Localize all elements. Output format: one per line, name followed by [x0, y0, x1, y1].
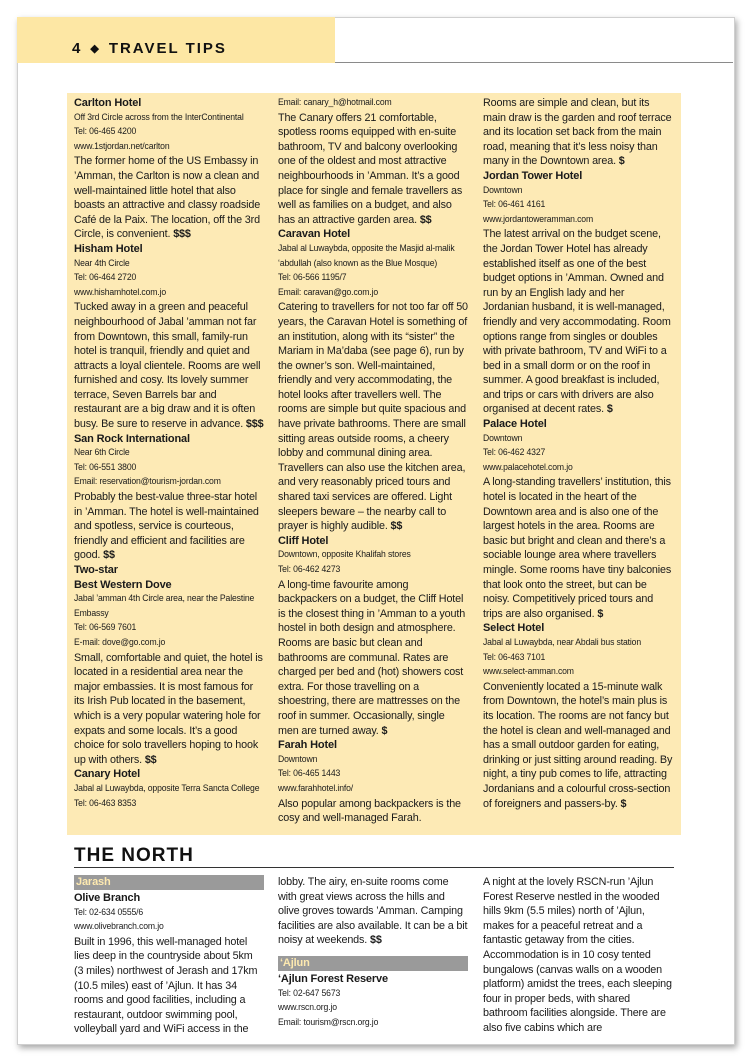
hotel-contact: Tel: 06-462 4327	[483, 447, 546, 459]
hotel-contact: Jabal al Luwaybda, near Abdali bus station	[483, 636, 642, 648]
description-text: Rooms are simple and clean, but its main draw is the garden and roof terrace and its location set back from the main road, meaning that it’s less noisy than many in the Downtown area.	[483, 97, 672, 168]
hotel-entry	[483, 169, 673, 417]
hotel-name: Olive Branch	[74, 892, 141, 904]
hotel-contact: Tel: 06-462 4273	[278, 564, 341, 575]
hotel-description	[278, 300, 468, 534]
hotel-contact: www.farahhotel.info/	[278, 782, 354, 794]
hotel-contact: Tel: 06-569 7601	[74, 622, 137, 634]
price-rating: $$$	[173, 228, 191, 241]
hotel-entry	[278, 972, 468, 1030]
hotel-contact: Email: canary_h@hotmail.com	[278, 97, 392, 108]
description-text: The former home of the US Embassy in ’Amman, the Carlton is now a clean and well-maintained little hotel that also boasts an attractive and classy roadside Café de la Paix. The location, off the 3rd Circle, is convenient.	[74, 155, 261, 241]
hotel-description	[483, 475, 673, 621]
hotel-name: Palace Hotel	[483, 418, 547, 431]
hotel-entry	[278, 738, 468, 826]
hotel-name: Jordan Tower Hotel	[483, 169, 583, 182]
hotel-description	[483, 227, 673, 417]
region-heading: ‘Ajlun	[278, 956, 468, 971]
hotel-description: Built in 1996, this well-managed hotel lies deep in the countryside about 5km (3 miles) northwest of Jerash and 17km (10.5 miles) east of ’Ajlun. It has 34 rooms and good facilities, including a restaurant, outdoor swimming pool, volleyball yard and WiFi access in the	[74, 935, 258, 1036]
price-rating: $$	[419, 213, 432, 226]
spacer	[278, 948, 468, 956]
hotel-description	[74, 300, 264, 431]
price-rating: $	[618, 155, 625, 168]
description-text: lobby. The airy, en-suite rooms come with great views across the hills and olive groves towards ’Amman. Camping facilities are also available. It can be a bit noisy at weekends.	[278, 876, 468, 947]
page-number: 4	[72, 40, 83, 57]
hotel-contact: Jabal al Luwaybda, opposite Terra Sancta College	[74, 782, 260, 794]
hotel-entry	[278, 534, 468, 738]
running-header	[72, 40, 227, 57]
hotel-description	[278, 875, 468, 948]
hotel-entry	[74, 96, 264, 242]
hotel-name: Canary Hotel	[74, 768, 141, 781]
hotel-entry	[278, 96, 468, 227]
hotel-contact: Near 6th Circle	[74, 447, 130, 459]
section-rule	[74, 867, 674, 868]
hotel-entry	[278, 227, 468, 533]
diamond-icon: ◆	[90, 43, 101, 55]
hotel-website: www.rscn.org.jo	[278, 1002, 337, 1014]
hotel-entry	[74, 432, 264, 563]
north-column-1	[74, 875, 264, 1037]
hotel-contact: Tel: 06-566 1195/7	[278, 272, 347, 284]
hotel-entry	[74, 891, 264, 1037]
hotel-name: Best Western Dove	[74, 578, 172, 591]
price-rating: $$	[370, 934, 382, 947]
hotel-phone: Tel: 02-647 5673	[278, 987, 341, 999]
hotel-contact: www.jordantoweramman.com	[483, 213, 594, 225]
hotel-contact: Downtown	[278, 753, 318, 765]
hotel-name: Farah Hotel	[278, 739, 337, 752]
hotel-entry	[74, 767, 264, 811]
price-rating: $$	[144, 753, 157, 766]
hotel-contact: Tel: 06-551 3800	[74, 461, 137, 473]
description-text: A long-standing travellers’ institution, this hotel is located in the heart of the Downtown area and is also one of the largest hotels in the area. Rooms are basic but bright and clean and there’s a sociable lounge area where travellers mingle. Some rooms have tiny balconies that look onto the street, but can be noisy. Competitively priced tours and trips are also organised.	[483, 476, 672, 620]
hotel-name: San Rock International	[74, 432, 190, 445]
hotel-entry	[483, 875, 673, 1036]
column-3	[483, 96, 673, 811]
hotel-entry	[74, 578, 264, 768]
description-text: Tucked away in a green and peaceful neighbourhood of Jabal ’amman not far from Downtown, this small, family-run hotel is tranquil, friendly and quiet and attracts a loyal clientele. Rooms are well furnished and cosy. Its lovely summer terrace, Seven Barrels bar and restaurant are a big draw and it is often busy. Be sure to reserve in advance.	[74, 301, 261, 431]
hotel-contact: Tel: 06-463 7101	[483, 651, 546, 663]
hotel-name: Select Hotel	[483, 622, 545, 635]
description-text: Also popular among backpackers is the cosy and well-managed Farah.	[278, 797, 461, 825]
description-text: Small, comfortable and quiet, the hotel is located in a residential area near the major embassies. It is most famous for its Irish Pub located in the basement, which is a very popular watering hole for expats and some locals. It’s a good choice for solo travellers hoping to hook up with others.	[74, 651, 263, 766]
section-title: THE NORTH	[74, 845, 194, 866]
hotel-description	[74, 490, 264, 563]
price-rating: $$	[103, 549, 115, 562]
hotel-contact: Tel: 06-461 4161	[483, 199, 546, 211]
description-text: Conveniently located a 15-minute walk from Downtown, the hotel’s main plus is its location. The rooms are not fancy but the hotel is clean and well-managed and has a small outdoor garden for eating, drinking or just sitting around reading. By night, a tiny pub comes to life, attracting Jordanians and a colourful cross-section of foreigners and passers-by.	[483, 680, 673, 810]
hotel-description: A night at the lovely RSCN-run ’Ajlun Forest Reserve nestled in the wooded hills 9km (5.5 miles) north of ’Ajlun, makes for a peaceful retreat and a fantastic getaway from the cities. Accommodation is in 10 cosy tented bungalows (canvas walls on a wooden platform) amidst the trees, each sleeping four in proper beds, with shared bathroom facilities alongside. There are also five cabins which are	[483, 876, 672, 1034]
hotel-contact: Tel: 06-463 8353	[74, 797, 137, 809]
hotel-contact: Off 3rd Circle across from the InterContinental	[74, 111, 244, 123]
hotel-contact: Tel: 06-465 1443	[278, 768, 341, 780]
hotel-name: Caravan Hotel	[278, 228, 351, 241]
hotel-contact: Downtown	[483, 432, 523, 444]
hotel-entry	[483, 96, 673, 169]
hotel-entry	[483, 417, 673, 621]
hotel-email: Email: tourism@rscn.org.jo	[278, 1016, 379, 1028]
hotel-contact: www.palacehotel.com.jo	[483, 461, 573, 473]
hotel-contact: Tel: 06-464 2720	[74, 272, 137, 284]
hotel-contact: Email: reservation@tourism-jordan.com	[74, 476, 221, 488]
hotel-phone: Tel: 02-634 0555/6	[74, 906, 144, 918]
region-heading: Jarash	[74, 875, 264, 890]
header-rule	[335, 62, 733, 63]
hotel-description	[278, 797, 468, 826]
hotel-contact: Email: caravan@go.com.jo	[278, 286, 379, 298]
hotel-name: Carlton Hotel	[74, 97, 142, 109]
hotel-description	[278, 111, 468, 228]
hotel-description	[74, 154, 264, 242]
price-rating: $	[620, 797, 627, 810]
price-rating: $	[606, 403, 613, 416]
column-2	[278, 96, 468, 826]
description-text: A long-time favourite among backpackers on a budget, the Cliff Hotel is the closest thing in ’Amman to a youth hostel in both design and atmosphere. Rooms are basic but clean and bathrooms are communal. Rates are charged per bed and (hot) showers cost extra. For those travelling on a shoestring, there are mattresses on the roof in summer. Occasionally, single men are turned away.	[278, 578, 466, 737]
hotel-contact: Jabal al Luwaybda, opposite the Masjid al-malik ‘abdullah (also known as the Blue Mosque)	[278, 242, 455, 269]
price-rating: $	[597, 607, 604, 620]
hotel-website: www.olivebranch.com.jo	[74, 921, 164, 933]
hotel-contact: Downtown, opposite Khalifah stores	[278, 549, 411, 561]
hotel-entry	[483, 621, 673, 811]
hotel-contact: E-mail: dove@go.com.jo	[74, 636, 166, 648]
category-heading: Two-star	[74, 564, 118, 576]
hotel-name: Cliff Hotel	[278, 534, 329, 547]
hotel-contact: Near 4th Circle	[74, 257, 130, 269]
hotel-description	[278, 578, 468, 739]
north-column-2	[278, 875, 468, 1030]
hotel-contact: Tel: 06-465 4200	[74, 126, 137, 138]
description-text: The latest arrival on the budget scene, the Jordan Tower Hotel has already established itself as one of the best budget options in ’Amman. Owned and run by an English lady and her Jordanian husband, it is well-managed, friendly and very accommodating. Room options range from singles or doubles with private bathroom, TV and WiFi to a bed in a small dorm or on the roof in summer. A good breakfast is included, and trips or cars with drivers are also organised at decent rates.	[483, 228, 671, 416]
hotel-contact: www.1stjordan.net/carlton	[74, 140, 170, 152]
hotel-name: Hisham Hotel	[74, 242, 143, 255]
hotel-contact: Jabal ’amman 4th Circle area, near the Palestine Embassy	[74, 593, 255, 619]
column-1	[74, 96, 264, 811]
hotel-description	[74, 651, 264, 768]
price-rating: $	[381, 724, 388, 737]
hotel-contact: www.select-amman.com	[483, 666, 574, 678]
hotel-entry	[278, 875, 468, 948]
hotel-contact: Downtown	[483, 184, 523, 196]
hotel-contact: www.hishamhotel.com.jo	[74, 286, 167, 298]
section-name: TRAVEL TIPS	[108, 40, 227, 57]
price-rating: $$	[390, 520, 403, 533]
hotel-description	[483, 680, 673, 811]
north-column-3	[483, 875, 673, 1036]
description-text: Probably the best-value three-star hotel in ’Amman. The hotel is well-maintained and spotless, service is courteous, friendly and efficient and facilities are good.	[74, 491, 259, 562]
hotel-entry	[74, 242, 264, 432]
price-rating: $$$	[245, 418, 264, 431]
hotel-name: ‘Ajlun Forest Reserve	[278, 972, 388, 985]
hotel-description	[483, 96, 673, 169]
description-text: The Canary offers 21 comfortable, spotless rooms equipped with en-suite bathroom, TV and balcony overlooking one of the oldest and most attractive neighbourhoods in ’Amman. It’s a good place for single and female travellers as well as families on a budget, and also has an attractive garden area.	[278, 111, 463, 226]
description-text: Catering to travellers for not too far off 50 years, the Caravan Hotel is something of an institution, along with its “sister” the Mariam in Ma’daba (see page 6), run by the owner’s son. Well-maintained, friendly and very accommodating, the hotel looks after travellers well. The rooms are simple but quite spacious and have private bathrooms. There are small sitting areas outside rooms, a cheery lobby and communal dining area. Travellers can also use the kitchen area, and very reasonably priced tours and shared taxi services are offered. Light sleepers beware – the nearby call to prayer is highly audible.	[278, 301, 468, 533]
